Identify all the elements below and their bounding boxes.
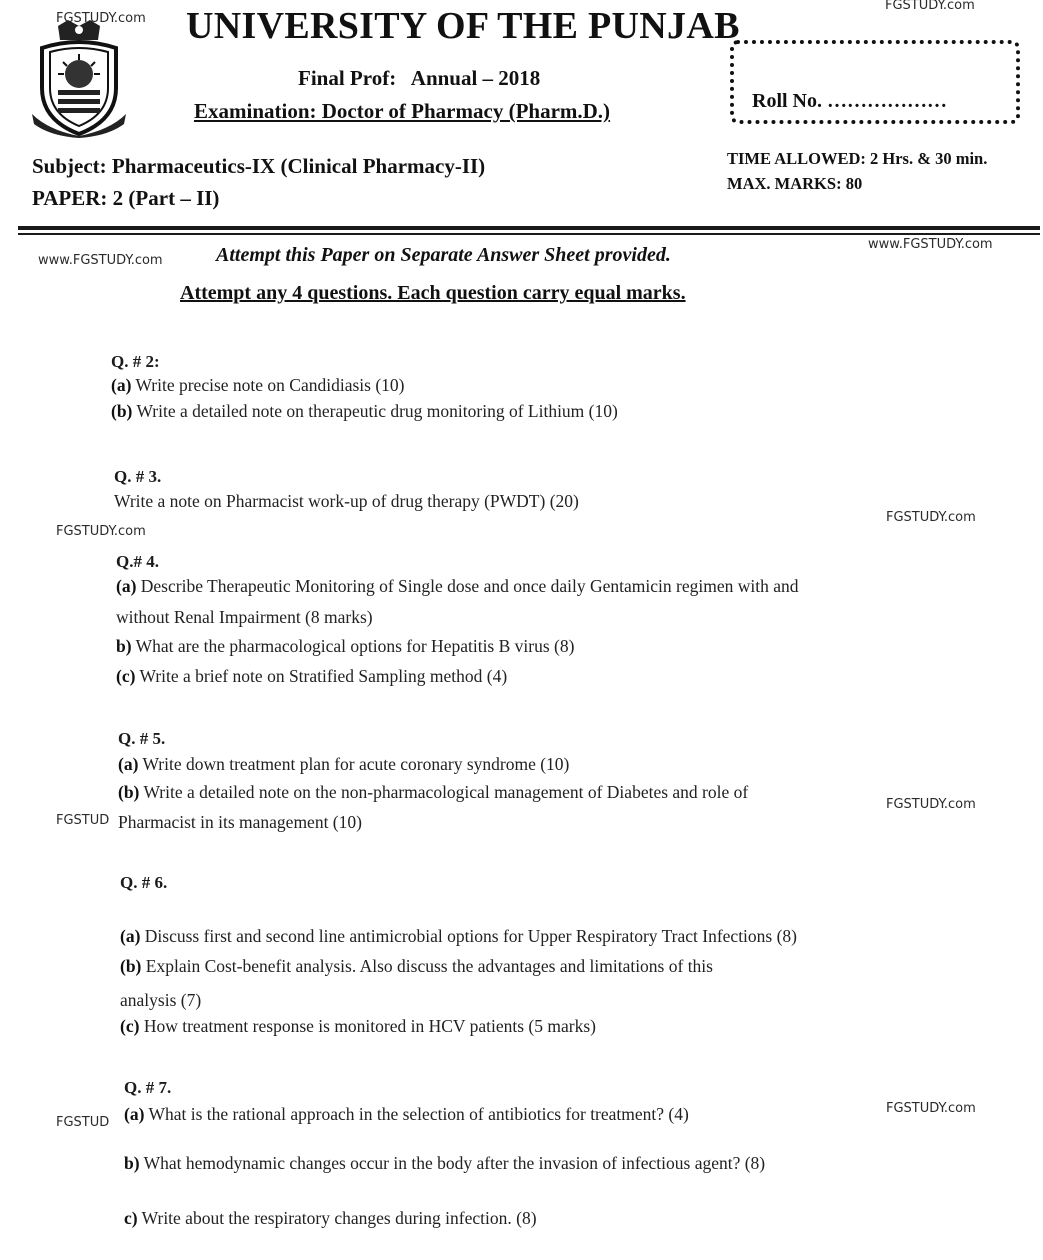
university-title: UNIVERSITY OF THE PUNJAB — [186, 5, 740, 47]
watermark: FGSTUD — [56, 813, 110, 828]
subject-line: Subject: Pharmaceutics-IX (Clinical Pharmacy-II) — [32, 154, 486, 178]
question-part: (b) Explain Cost-benefit analysis. Also discuss the advantages and limitations of this — [120, 956, 713, 976]
question-part: (a) Write precise note on Candidiasis (10) — [111, 375, 405, 395]
question-part: (b) Write a detailed note on the non-pharmacological management of Diabetes and role of — [118, 782, 749, 802]
question-part: (a) Discuss first and second line antimicrobial options for Upper Respiratory Tract Infections (8) — [120, 926, 798, 946]
examination-line: Examination: Doctor of Pharmacy (Pharm.D.) — [194, 99, 611, 123]
final-prof-line: Final Prof: Annual – 2018 — [298, 66, 541, 90]
question-part: b) What hemodynamic changes occur in the body after the invasion of infectious agent? (8) — [124, 1153, 766, 1173]
question-part: (a) Describe Therapeutic Monitoring of Single dose and once daily Gentamicin regimen with and — [116, 576, 799, 596]
watermark: FGSTUDY.com — [56, 524, 146, 539]
header-divider — [18, 233, 1040, 235]
question-part: c) Write about the respiratory changes during infection. (8) — [124, 1208, 537, 1228]
question-part: b) What are the pharmacological options for Hepatitis B virus (8) — [116, 636, 575, 656]
question-title: Q. # 7. — [124, 1078, 172, 1097]
question-part: analysis (7) — [120, 990, 202, 1010]
question-part: Pharmacist in its management (10) — [118, 812, 362, 832]
watermark: www.FGSTUDY.com — [868, 237, 993, 252]
question-part: (c) Write a brief note on Stratified Sampling method (4) — [116, 666, 508, 686]
question-title: Q.# 4. — [116, 552, 159, 571]
paper-line: PAPER: 2 (Part – II) — [32, 186, 220, 210]
instruction-line-1: Attempt this Paper on Separate Answer Sheet provided. — [216, 244, 671, 266]
question-part: (a) Write down treatment plan for acute coronary syndrome (10) — [118, 754, 570, 774]
watermark: www.FGSTUDY.com — [38, 253, 163, 268]
watermark: FGSTUDY.com — [886, 510, 976, 525]
roll-number-label: Roll No. ……………… — [752, 90, 947, 112]
watermark: FGSTUDY.com — [886, 1101, 976, 1116]
instruction-line-2: Attempt any 4 questions. Each question carry equal marks. — [180, 282, 686, 304]
question-part: (a) What is the rational approach in the selection of antibiotics for treatment? (4) — [124, 1104, 689, 1124]
question-title: Q. # 3. — [114, 467, 162, 486]
question-part: (b) Write a detailed note on therapeutic drug monitoring of Lithium (10) — [111, 401, 618, 421]
question-title: Q. # 6. — [120, 873, 168, 892]
question-title: Q. # 2: — [111, 352, 160, 371]
question-title: Q. # 5. — [118, 729, 166, 748]
header-divider — [18, 226, 1040, 230]
time-allowed: TIME ALLOWED: 2 Hrs. & 30 min. — [727, 149, 988, 168]
max-marks: MAX. MARKS: 80 — [727, 174, 863, 193]
watermark: FGSTUD — [56, 1115, 110, 1130]
watermark: FGSTUDY.com — [886, 797, 976, 812]
watermark: FGSTUDY.com — [56, 11, 146, 26]
university-logo — [28, 18, 130, 138]
question-part: without Renal Impairment (8 marks) — [116, 607, 373, 627]
question-part: Write a note on Pharmacist work-up of drug therapy (PWDT) (20) — [114, 491, 579, 511]
watermark: FGSTUDY.com — [885, 0, 975, 13]
question-part: (c) How treatment response is monitored in HCV patients (5 marks) — [120, 1016, 596, 1036]
